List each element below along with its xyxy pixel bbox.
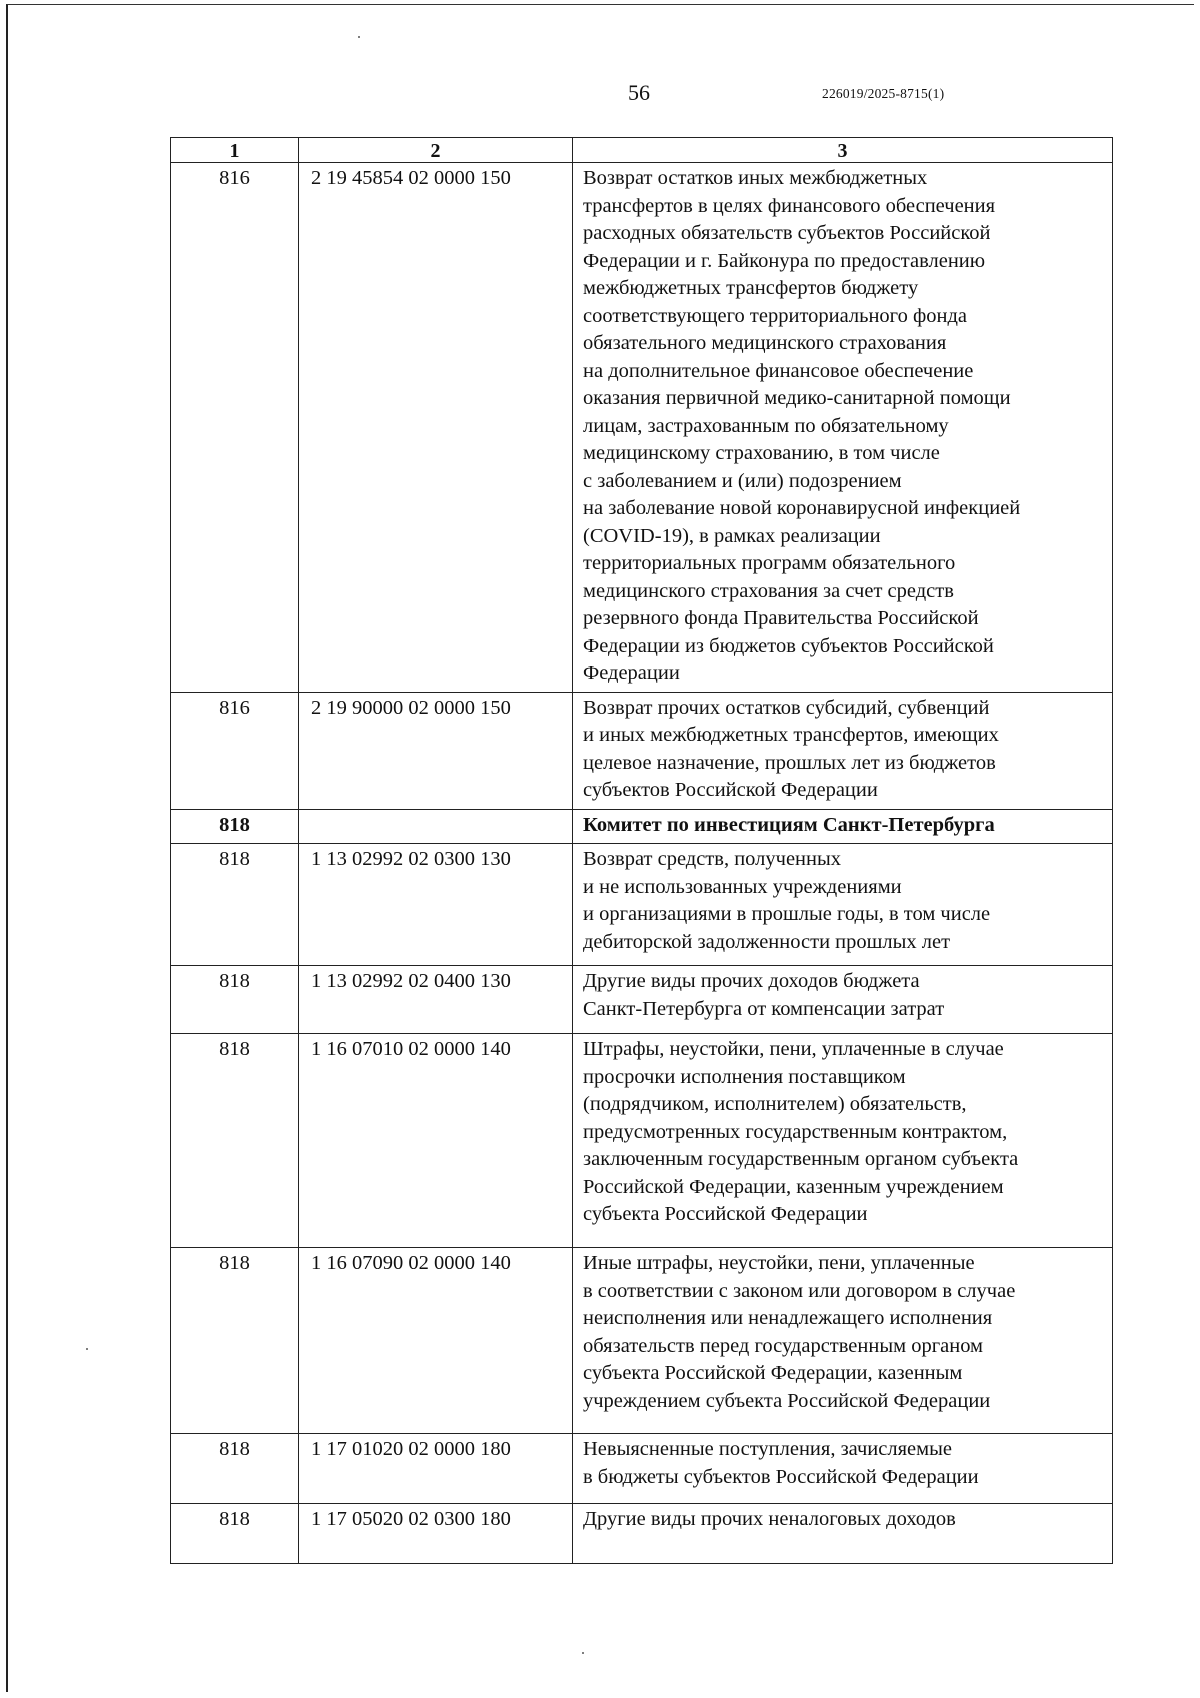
admin-code-cell: 818 bbox=[171, 1034, 299, 1248]
admin-code-cell: 818 bbox=[171, 1248, 299, 1434]
kbk-code-cell: 1 13 02992 02 0400 130 bbox=[299, 966, 573, 1034]
table-row bbox=[171, 1504, 1113, 1564]
column-header-1: 1 bbox=[171, 138, 299, 163]
admin-code-cell: 818 bbox=[171, 844, 299, 966]
description-cell: Возврат остатков иных межбюджетных трансфертов в целях финансового обеспечения расходных обязательств субъектов Российской Федерации и г. Байконура по предоставлению межбюджетных трансфертов бюджету соответствующего территориального фонда обязательного медицинского страхования на дополнительное финансовое обеспечение оказания первичной медико-санитарной помощи лицам, застрахованным по обязательному медицинскому страхованию, в том числе с заболеванием и (или) подозрением на заболевание новой коронавирусной инфекцией (COVID-19), в рамках реализации территориальных программ обязательного медицинского страхования за счет средств резервного фонда Правительства Российской Федерации из бюджетов субъектов Российской Федерации bbox=[573, 163, 1113, 693]
admin-code-cell: 816 bbox=[171, 692, 299, 809]
admin-code-cell: 816 bbox=[171, 163, 299, 693]
kbk-code-cell: 1 17 01020 02 0000 180 bbox=[299, 1434, 573, 1504]
table-header-row bbox=[171, 138, 1113, 163]
kbk-code-cell: 1 16 07090 02 0000 140 bbox=[299, 1248, 573, 1434]
kbk-code-cell: 2 19 45854 02 0000 150 bbox=[299, 163, 573, 693]
table-row bbox=[171, 1434, 1113, 1504]
page-number: 56 bbox=[628, 80, 650, 105]
kbk-code-cell: 1 13 02992 02 0300 130 bbox=[299, 844, 573, 966]
table-row bbox=[171, 966, 1113, 1034]
description-cell: Возврат средств, полученных и не использованных учреждениями и организациями в прошлые годы, в том числе дебиторской задолженности прошлых лет bbox=[573, 844, 1113, 966]
admin-code-cell: 818 bbox=[171, 1504, 299, 1564]
admin-code-cell: 818 bbox=[171, 809, 299, 844]
scan-speck bbox=[358, 36, 360, 38]
kbk-code-cell: 1 16 07010 02 0000 140 bbox=[299, 1034, 573, 1248]
column-header-3: 3 bbox=[573, 138, 1113, 163]
description-cell: Другие виды прочих доходов бюджета Санкт-Петербурга от компенсации затрат bbox=[573, 966, 1113, 1034]
kbk-code-cell bbox=[299, 809, 573, 844]
description-cell: Возврат прочих остатков субсидий, субвенций и иных межбюджетных трансфертов, имеющих целевое назначение, прошлых лет из бюджетов субъектов Российской Федерации bbox=[573, 692, 1113, 809]
kbk-code-cell: 2 19 90000 02 0000 150 bbox=[299, 692, 573, 809]
budget-codes-table bbox=[170, 137, 1113, 1564]
description-cell: Другие виды прочих неналоговых доходов bbox=[573, 1504, 1113, 1564]
table-row bbox=[171, 163, 1113, 693]
table-row bbox=[171, 692, 1113, 809]
document-id: 226019/2025-8715(1) bbox=[822, 86, 945, 101]
scan-speck bbox=[86, 1348, 88, 1350]
table-row-section-heading bbox=[171, 809, 1113, 844]
description-cell: Штрафы, неустойки, пени, уплаченные в случае просрочки исполнения поставщиком (подрядчиком, исполнителем) обязательств, предусмотренных государственным контрактом, заключенным государственным органом субъекта Российской Федерации, казенным учреждением субъекта Российской Федерации bbox=[573, 1034, 1113, 1248]
description-cell: Иные штрафы, неустойки, пени, уплаченные в соответствии с законом или договором в случае неисполнения или ненадлежащего исполнения обязательств перед государственным органом субъекта Российской Федерации, казенным учреждением субъекта Российской Федерации bbox=[573, 1248, 1113, 1434]
table-row bbox=[171, 1034, 1113, 1248]
table-row bbox=[171, 1248, 1113, 1434]
scan-speck bbox=[582, 1652, 584, 1654]
admin-code-cell: 818 bbox=[171, 966, 299, 1034]
description-cell: Невыясненные поступления, зачисляемые в бюджеты субъектов Российской Федерации bbox=[573, 1434, 1113, 1504]
table-row bbox=[171, 844, 1113, 966]
column-header-2: 2 bbox=[299, 138, 573, 163]
section-heading-cell: Комитет по инвестициям Санкт-Петербурга bbox=[573, 809, 1113, 844]
kbk-code-cell: 1 17 05020 02 0300 180 bbox=[299, 1504, 573, 1564]
admin-code-cell: 818 bbox=[171, 1434, 299, 1504]
